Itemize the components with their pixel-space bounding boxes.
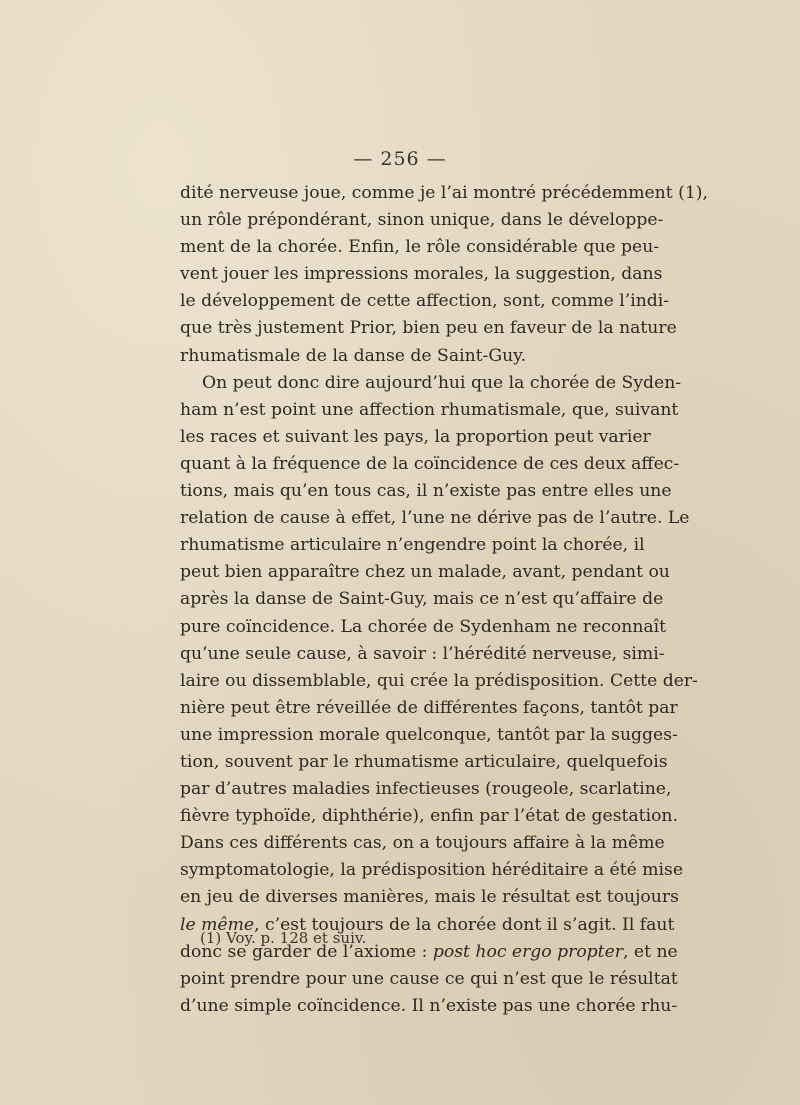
- text-line: qu’une seule cause, à savoir : l’hérédité nerveuse, simi-: [180, 643, 665, 664]
- text-line: nière peut être réveillée de différentes façons, tantôt par: [180, 697, 678, 718]
- text-line: relation de cause à effet, l’une ne dérive pas de l’autre. Le: [180, 508, 690, 529]
- text-line: le développement de cette affection, sont, comme l’indi-: [180, 291, 670, 312]
- text-line: vent jouer les impressions morales, la suggestion, dans: [180, 264, 663, 285]
- text-line: une impression morale quelconque, tantôt par la sugges-: [180, 724, 678, 745]
- text-line: fièvre typhoïde, diphthérie), enfin par l’état de gestation.: [180, 806, 678, 827]
- text-line: le même, c’est toujours de la chorée dont il s’agit. Il faut: [180, 914, 675, 935]
- text-line: d’une simple coïncidence. Il n’existe pas une chorée rhu-: [180, 995, 678, 1016]
- footnote: (1) Voy. p. 128 et suiv.: [200, 929, 367, 947]
- text-line: symptomatologie, la prédisposition héréditaire a été mise: [180, 860, 684, 881]
- text-line: ham n’est point une affection rhumatismale, que, suivant: [180, 399, 679, 420]
- text-line: dité nerveuse joue, comme je l’ai montré précédemment (1),: [180, 183, 708, 203]
- text-line: un rôle prépondérant, sinon unique, dans le développe-: [180, 210, 664, 231]
- text-line: laire ou dissemblable, qui crée la prédisposition. Cette der-: [180, 670, 698, 691]
- text-line: ment de la chorée. Enfin, le rôle considérable que peu-: [180, 237, 660, 258]
- text-line: par d’autres maladies infectieuses (rougeole, scarlatine,: [180, 779, 672, 800]
- text-line: tions, mais qu’en tous cas, il n’existe pas entre elles une: [180, 481, 672, 502]
- text-line: peut bien apparaître chez un malade, avant, pendant ou: [180, 562, 670, 583]
- page-number: — 256 —: [353, 148, 447, 170]
- text-line: que très justement Prior, bien peu en faveur de la nature: [180, 318, 677, 339]
- text-line: pure coïncidence. La chorée de Sydenham ne reconnaît: [180, 616, 667, 637]
- body-text: [180, 180, 708, 1020]
- text-line: les races et suivant les pays, la proportion peut varier: [180, 426, 651, 447]
- italic-phrase: le même: [180, 914, 255, 935]
- text-line: après la danse de Saint-Guy, mais ce n’est qu’affaire de: [180, 589, 664, 610]
- italic-phrase: post hoc ergo propter: [432, 941, 623, 962]
- text-line: rhumatismale de la danse de Saint-Guy.: [180, 345, 527, 366]
- text-line: point prendre pour une cause ce qui n’est que le résultat: [180, 968, 678, 989]
- text-line: en jeu de diverses manières, mais le résultat est toujours: [180, 887, 679, 908]
- text-line: Dans ces différents cas, on a toujours affaire à la même: [180, 833, 665, 854]
- text-line: rhumatisme articulaire n’engendre point la chorée, il: [180, 535, 645, 556]
- text-line: quant à la fréquence de la coïncidence de ces deux affec-: [180, 453, 680, 474]
- text-line: On peut donc dire aujourd’hui que la chorée de Syden-: [202, 372, 682, 393]
- text-line: donc se garder de l’axiome : post hoc ergo propter, et ne: [180, 941, 678, 962]
- text-line: tion, souvent par le rhumatisme articulaire, quelquefois: [180, 751, 668, 772]
